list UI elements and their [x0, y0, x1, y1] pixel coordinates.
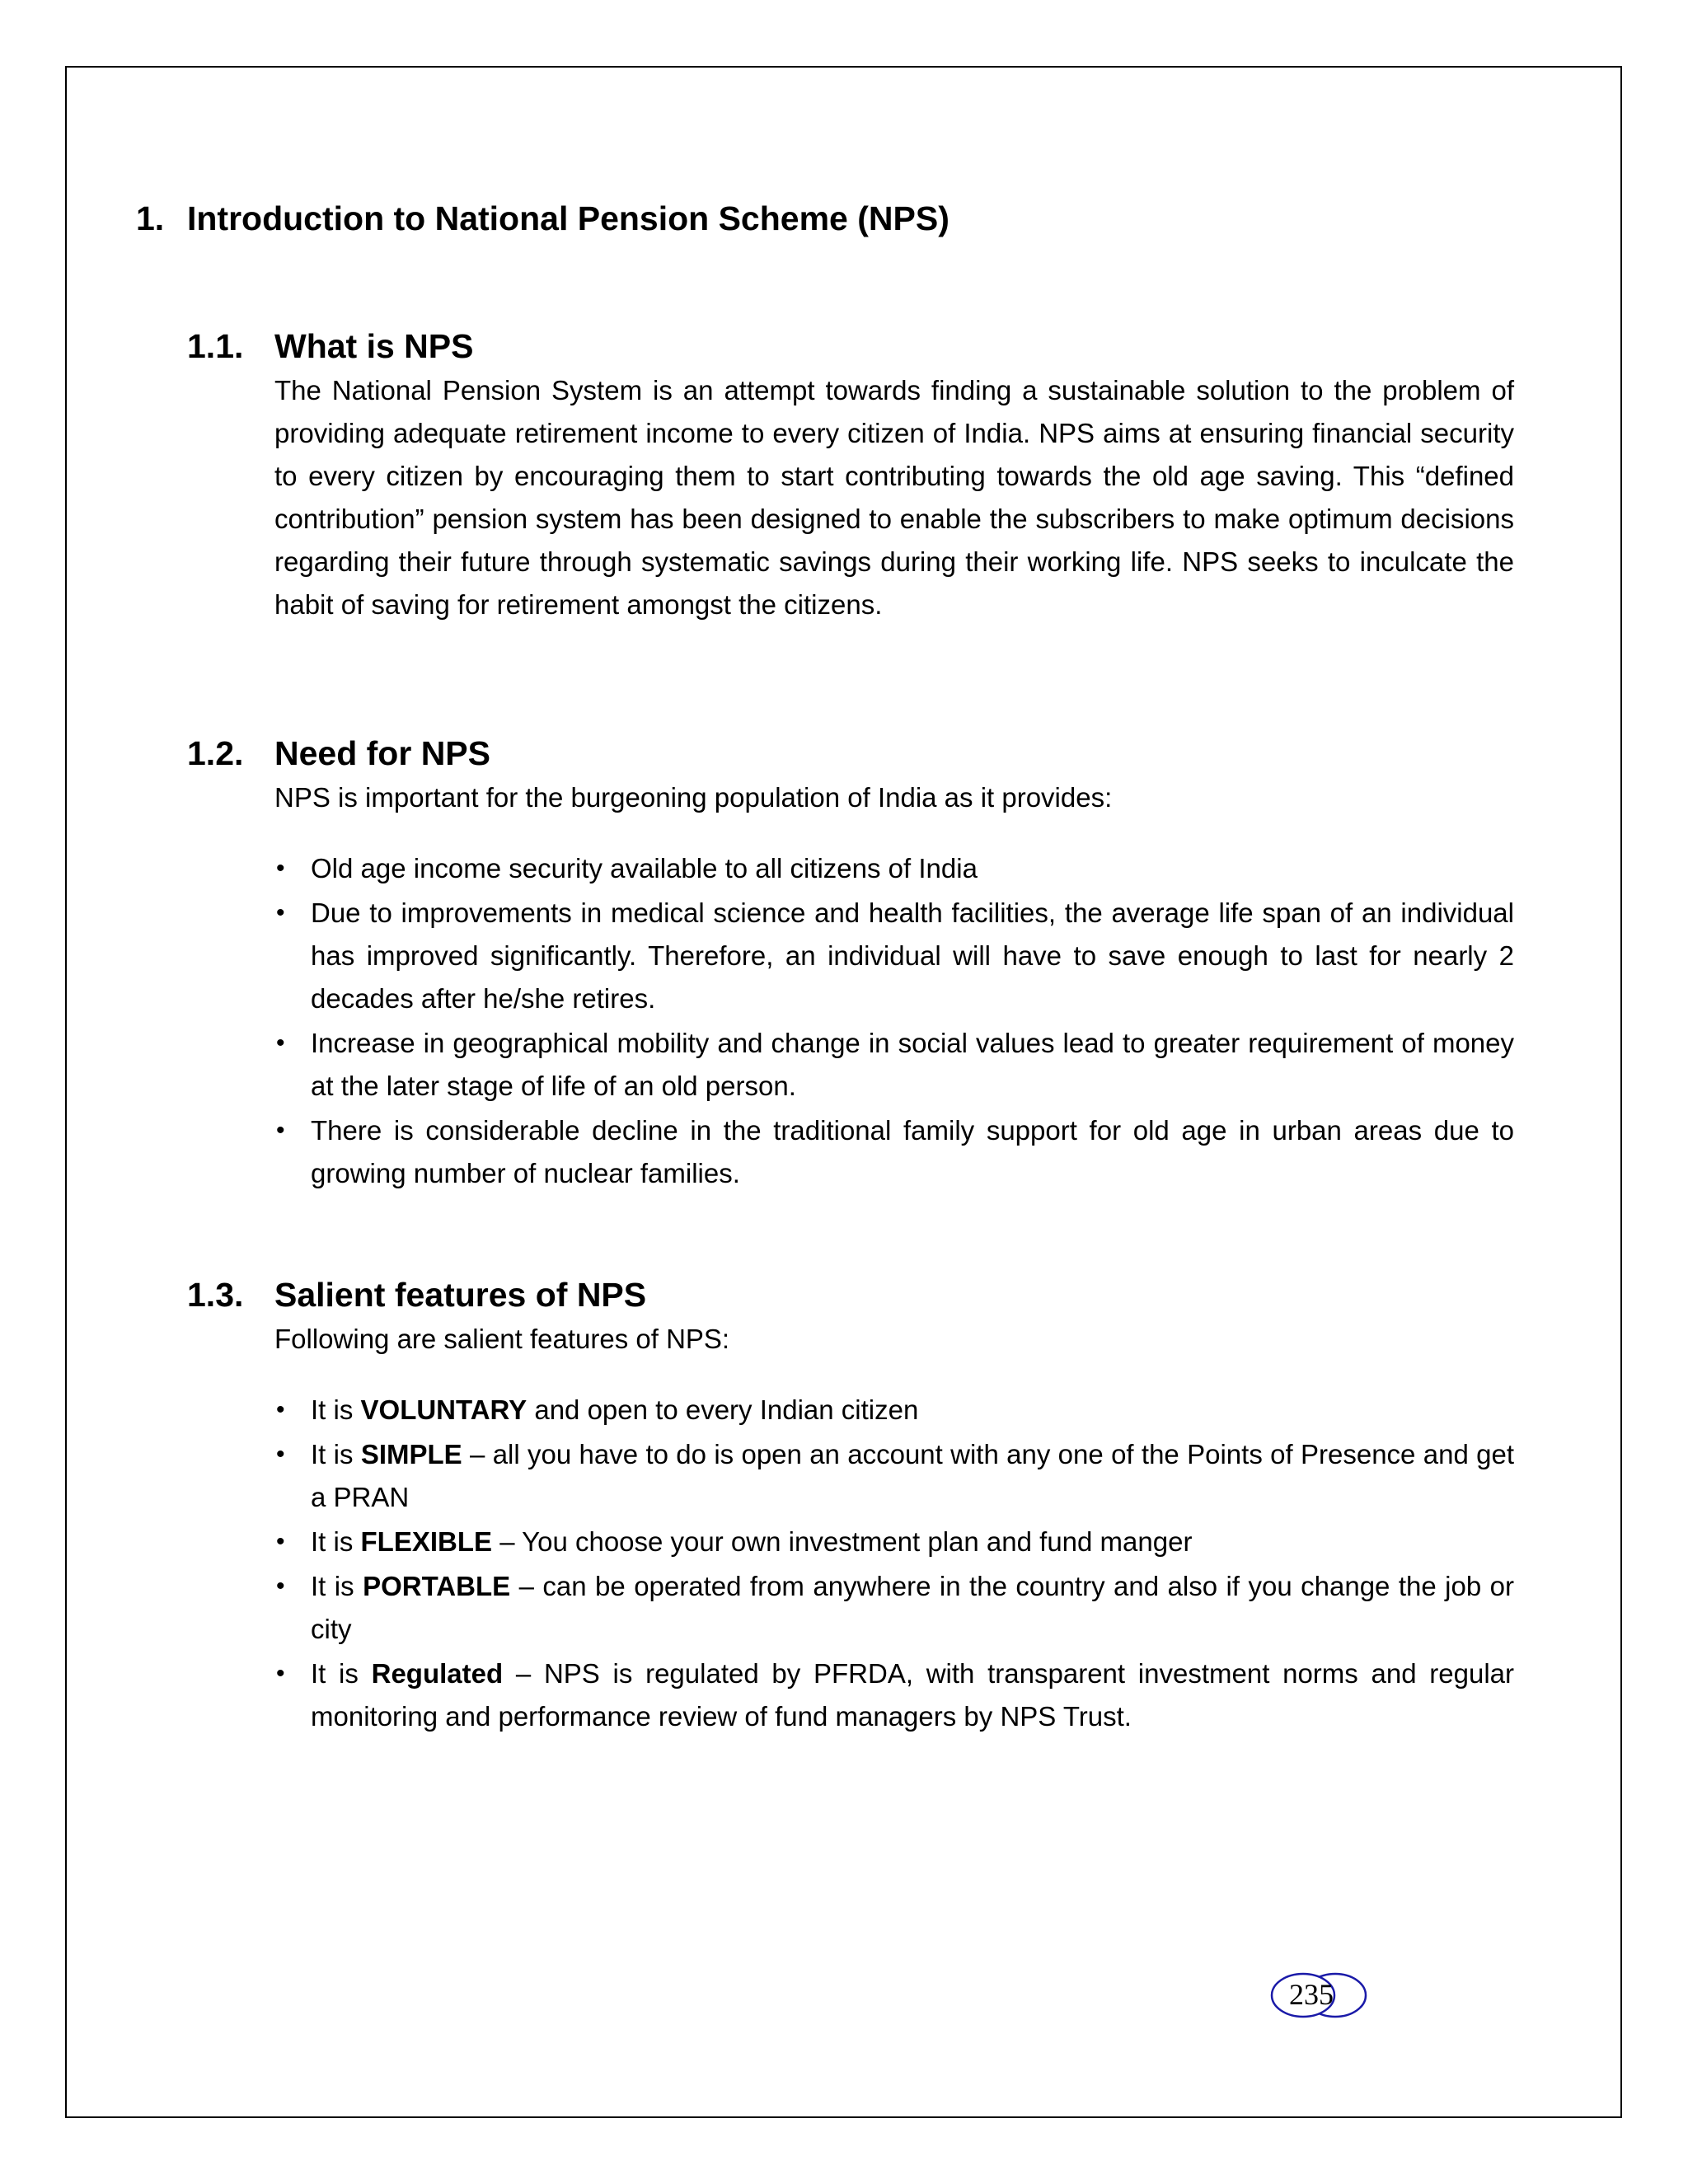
- section-heading: [187, 1272, 1514, 1318]
- list-item: [274, 1652, 1514, 1738]
- list-item-text: There is considerable decline in the traditional family support for old age in urban areas due to growing number of nuclear families.: [311, 1115, 1514, 1188]
- page-number: [1268, 1971, 1404, 2019]
- bullet-icon: •: [276, 1029, 285, 1057]
- bullet-icon: •: [276, 1528, 285, 1555]
- section-what-is-nps: [187, 323, 1514, 626]
- chapter-number: 1.: [136, 199, 165, 237]
- feature-prefix: It is: [311, 1394, 361, 1425]
- section-number: 1.2.: [187, 734, 244, 772]
- feature-description: – NPS is regulated by PFRDA, with transparent investment norms and regular monitoring and performance review of fund managers by NPS Trust.: [311, 1658, 1514, 1732]
- list-item: [274, 1565, 1514, 1651]
- bullet-icon: •: [276, 899, 285, 926]
- bullet-icon: •: [276, 1396, 285, 1423]
- list-item-text: Old age income security available to all citizens of India: [311, 853, 978, 883]
- list-item-text: Due to improvements in medical science and health facilities, the average life span of an individual has improved significantly. Therefore, an individual will have to save enough to last for nearly 2 decades after he/she retires.: [311, 898, 1514, 1014]
- feature-description: – You choose your own investment plan and fund manger: [492, 1526, 1193, 1557]
- list-item: [274, 1433, 1514, 1519]
- feature-prefix: It is: [311, 1658, 372, 1689]
- section-title: Salient features of NPS: [274, 1276, 647, 1314]
- feature-keyword: SIMPLE: [360, 1439, 462, 1469]
- section-heading: [187, 323, 1514, 369]
- section-number: 1.1.: [187, 327, 244, 365]
- bullet-list: [274, 1389, 1514, 1738]
- feature-prefix: It is: [311, 1526, 361, 1557]
- section-need-for-nps: [187, 730, 1514, 1197]
- feature-keyword: Regulated: [371, 1658, 504, 1689]
- bullet-icon: •: [276, 1660, 285, 1687]
- chapter-title-text: Introduction to National Pension Scheme (NPS): [187, 199, 950, 237]
- section-body: [274, 776, 1514, 1195]
- bullet-icon: •: [276, 1572, 285, 1600]
- section-body: [274, 1318, 1514, 1738]
- list-item: [274, 1109, 1514, 1195]
- feature-keyword: VOLUNTARY: [360, 1394, 528, 1425]
- list-item: [274, 892, 1514, 1020]
- chapter-title: [136, 199, 950, 238]
- feature-description: – all you have to do is open an account with any one of the Points of Presence and get a PRAN: [311, 1439, 1514, 1512]
- list-item: [274, 1389, 1514, 1432]
- paragraph: The National Pension System is an attempt towards finding a sustainable solution to the problem of providing adequate retirement income to every citizen of India. NPS aims at ensuring financial security to every citizen by encouraging them to start contributing towards the old age saving. This “defined contribution” pension system has been designed to enable the subscribers to make optimum decisions regarding their future through systematic savings during their working life. NPS seeks to inculcate the habit of saving for retirement amongst the citizens.: [274, 375, 1514, 620]
- feature-description: – can be operated from anywhere in the country and also if you change the job or city: [311, 1571, 1514, 1644]
- list-item-text: Increase in geographical mobility and change in social values lead to greater requirement of money at the later stage of life of an old person.: [311, 1028, 1514, 1101]
- feature-prefix: It is: [311, 1439, 361, 1469]
- list-item: [274, 1521, 1514, 1563]
- section-salient-features: [187, 1272, 1514, 1740]
- section-heading: [187, 730, 1514, 776]
- bullet-icon: •: [276, 855, 285, 882]
- section-title: What is NPS: [274, 327, 474, 365]
- feature-description: and open to every Indian citizen: [527, 1394, 919, 1425]
- section-intro: Following are salient features of NPS:: [274, 1324, 730, 1354]
- list-item: [274, 847, 1514, 890]
- feature-keyword: PORTABLE: [363, 1571, 511, 1601]
- section-title: Need for NPS: [274, 734, 490, 772]
- page-number-text: 235: [1289, 1978, 1334, 2011]
- section-intro: NPS is important for the burgeoning population of India as it provides:: [274, 782, 1113, 813]
- feature-prefix: It is: [311, 1571, 363, 1601]
- section-number: 1.3.: [187, 1276, 244, 1314]
- section-body: [274, 369, 1514, 626]
- bullet-list: [274, 847, 1514, 1195]
- feature-keyword: FLEXIBLE: [360, 1526, 493, 1557]
- list-item: [274, 1022, 1514, 1108]
- bullet-icon: •: [276, 1117, 285, 1144]
- bullet-icon: •: [276, 1441, 285, 1468]
